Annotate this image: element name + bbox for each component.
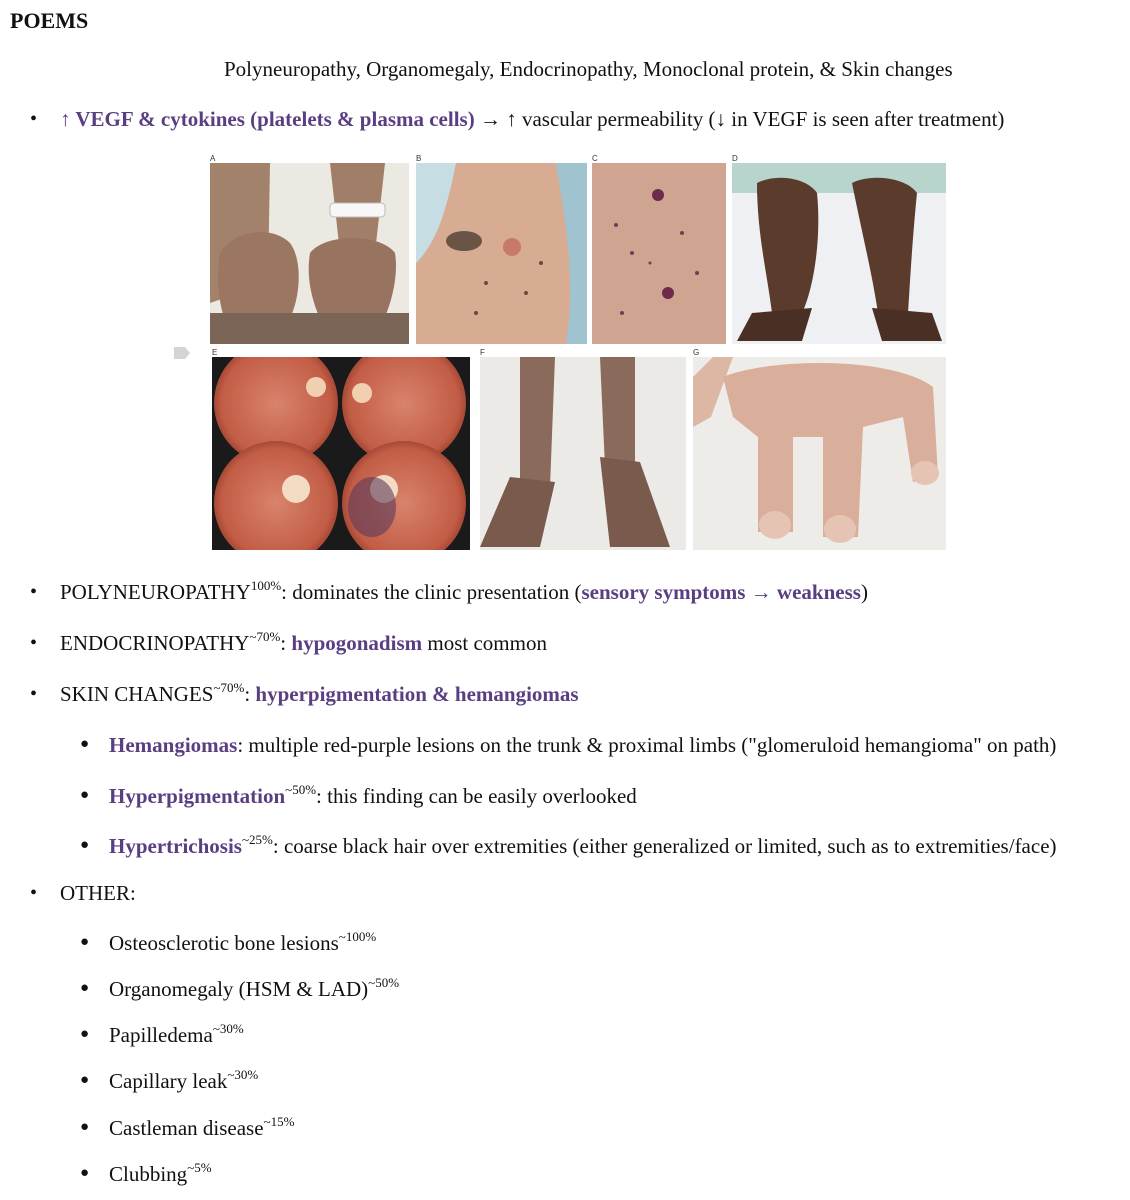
skin-changes-bold: hyperpigmentation & hemangiomas: [255, 682, 579, 706]
other-item-text: Papilledema: [109, 1023, 213, 1047]
panel-d-legs-photo: [732, 163, 946, 344]
bullet: •: [30, 632, 38, 654]
panel-label-g: G: [693, 348, 700, 357]
bullet: •: [30, 683, 38, 705]
panel-g-clubbing-hand-photo: [693, 357, 946, 550]
endocrinopathy-label: ENDOCRINOPATHY: [60, 631, 250, 655]
other-item-frequency: ~15%: [263, 1114, 295, 1129]
list-item: [109, 1114, 295, 1140]
hypertrichosis-frequency: ~25%: [241, 832, 273, 847]
polyneuropathy-label: POLYNEUROPATHY: [60, 580, 251, 604]
other-item-text: Capillary leak: [109, 1069, 228, 1093]
other-item-text: Castleman disease: [109, 1116, 264, 1140]
other-item-frequency: ~100%: [338, 929, 377, 944]
endocrinopathy-bullet: [60, 629, 547, 655]
bullet: •: [30, 108, 38, 130]
polyneuropathy-text: : dominates the clinic presentation (: [281, 580, 582, 604]
list-item: [109, 735, 1056, 756]
endocrinopathy-text: :: [280, 631, 292, 655]
panel-b-chest-photo: [416, 163, 587, 344]
polyneuropathy-bold: sensory symptoms → weakness: [581, 580, 861, 604]
polyneuropathy-bullet: [60, 578, 868, 604]
other-item-text: Clubbing: [109, 1162, 188, 1186]
hyperpigmentation-label: Hyperpigmentation: [109, 784, 286, 808]
sub-bullet: ●: [80, 837, 90, 853]
sub-bullet: ●: [80, 1119, 90, 1135]
list-item: [109, 782, 637, 808]
panel-label-d: D: [732, 154, 738, 163]
list-item: [109, 832, 1057, 858]
panel-a-hands-photo: [210, 163, 409, 344]
vegf-bullet: [60, 109, 1004, 130]
other-item-frequency: ~50%: [368, 975, 400, 990]
sub-bullet: ●: [80, 736, 90, 752]
bullet: •: [30, 882, 38, 904]
skin-changes-bullet: [60, 680, 579, 706]
sub-bullet: ●: [80, 1026, 90, 1042]
other-item-frequency: ~5%: [187, 1160, 212, 1175]
sub-bullet: ●: [80, 1072, 90, 1088]
other-item-frequency: ~30%: [227, 1067, 259, 1082]
sub-bullet: ●: [80, 787, 90, 803]
list-item: [109, 1067, 259, 1093]
list-item: [109, 1160, 212, 1186]
skin-changes-frequency: ~70%: [213, 680, 245, 695]
sub-bullet: ●: [80, 980, 90, 996]
panel-label-a: A: [210, 154, 216, 163]
panel-label-f: F: [480, 348, 485, 357]
other-item-text: Organomegaly (HSM & LAD): [109, 977, 369, 1001]
panel-f-feet-photo: [480, 357, 686, 550]
panel-label-b: B: [416, 154, 422, 163]
other-bullet-label: OTHER:: [60, 881, 136, 905]
endocrinopathy-rest: most common: [422, 631, 547, 655]
acronym-expansion: Polyneuropathy, Organomegaly, Endocrinopathy, Monoclonal protein, & Skin changes: [224, 57, 953, 81]
panel-label-e: E: [212, 348, 218, 357]
bullet: •: [30, 581, 38, 603]
list-item: [109, 975, 400, 1001]
hemangiomas-text: : multiple red-purple lesions on the trunk & proximal limbs ("glomeruloid hemangioma" on path): [237, 733, 1057, 757]
other-item-text: Osteosclerotic bone lesions: [109, 931, 339, 955]
hyperpigmentation-frequency: ~50%: [285, 782, 317, 797]
sub-bullet: ●: [80, 1165, 90, 1181]
panel-e-fundus-photos: [212, 357, 470, 550]
other-item-frequency: ~30%: [212, 1021, 244, 1036]
sub-bullet: ●: [80, 934, 90, 950]
skin-changes-label: SKIN CHANGES: [60, 682, 214, 706]
panel-c-hemangioma-photo: [592, 163, 726, 344]
page-title: POEMS: [10, 8, 89, 33]
panel-label-c: C: [592, 154, 598, 163]
endocrinopathy-frequency: ~70%: [249, 629, 281, 644]
tab-marker-icon: [173, 346, 191, 360]
vegf-rest: → ↑ vascular permeability (↓ in VEGF is seen after treatment): [474, 107, 1005, 131]
hypertrichosis-label: Hypertrichosis: [109, 834, 242, 858]
list-item: [109, 1021, 244, 1047]
hyperpigmentation-text: : this finding can be easily overlooked: [316, 784, 637, 808]
list-item: [109, 929, 377, 955]
vegf-bold: ↑ VEGF & cytokines (platelets & plasma cells): [60, 107, 475, 131]
polyneuropathy-frequency: 100%: [250, 578, 282, 593]
skin-changes-text: :: [244, 682, 256, 706]
hypertrichosis-text: : coarse black hair over extremities (either generalized or limited, such as to extremities/face): [272, 834, 1057, 858]
hemangiomas-label: Hemangiomas: [109, 733, 238, 757]
polyneuropathy-close: ): [860, 580, 868, 604]
endocrinopathy-bold: hypogonadism: [291, 631, 423, 655]
